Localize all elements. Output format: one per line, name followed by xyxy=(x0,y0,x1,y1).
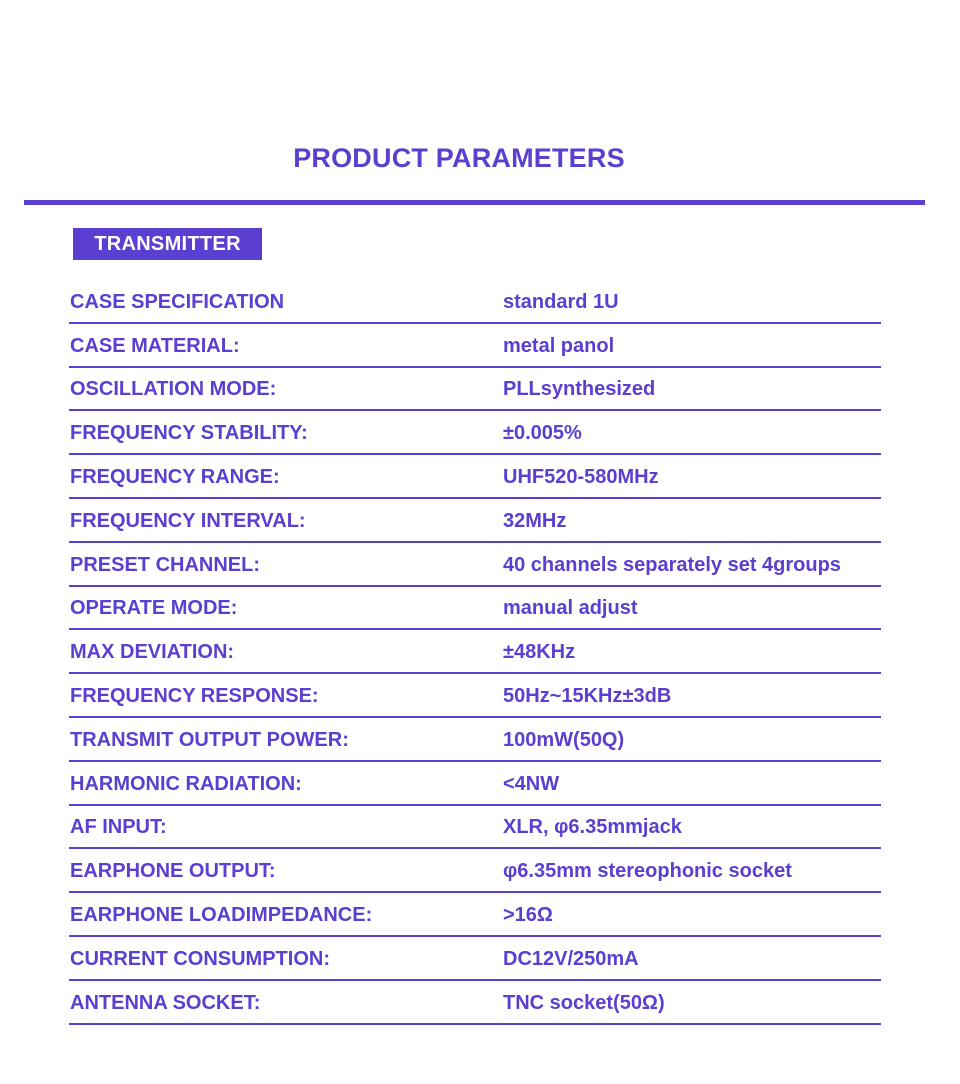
spec-label: FREQUENCY RANGE: xyxy=(70,465,280,488)
spec-row xyxy=(69,499,881,543)
spec-value: >16Ω xyxy=(503,903,553,926)
spec-label: OSCILLATION MODE: xyxy=(70,378,277,401)
spec-label: OPERATE MODE: xyxy=(70,597,238,620)
spec-value: 50Hz~15KHz±3dB xyxy=(503,684,672,707)
section-badge: TRANSMITTER xyxy=(73,228,262,260)
spec-label: TRANSMIT OUTPUT POWER: xyxy=(70,728,349,751)
spec-label: AF INPUT: xyxy=(70,816,167,839)
page-title: PRODUCT PARAMETERS xyxy=(293,143,625,173)
spec-value: metal panol xyxy=(503,334,615,357)
spec-row xyxy=(69,368,881,412)
spec-label: EARPHONE LOADIMPEDANCE: xyxy=(70,903,373,926)
spec-label: CASE SPECIFICATION xyxy=(70,290,285,313)
spec-value: ±48KHz xyxy=(503,641,576,664)
spec-value: PLLsynthesized xyxy=(503,378,656,401)
spec-label: CASE MATERIAL: xyxy=(70,334,240,357)
title-divider xyxy=(24,200,925,205)
spec-table xyxy=(69,280,881,1025)
spec-value: 40 channels separately set 4groups xyxy=(503,553,841,576)
spec-label: EARPHONE OUTPUT: xyxy=(70,860,276,883)
spec-value: φ6.35mm stereophonic socket xyxy=(503,860,792,883)
spec-row xyxy=(69,937,881,981)
spec-row xyxy=(69,718,881,762)
spec-value: DC12V/250mA xyxy=(503,947,639,970)
spec-row xyxy=(69,762,881,806)
spec-value: TNC socket(50Ω) xyxy=(503,991,665,1014)
spec-label: MAX DEVIATION: xyxy=(70,641,235,664)
spec-row xyxy=(69,280,881,324)
spec-label: FREQUENCY RESPONSE: xyxy=(70,684,319,707)
spec-row xyxy=(69,587,881,631)
spec-value: standard 1U xyxy=(503,290,619,313)
spec-value: <4NW xyxy=(503,772,560,795)
spec-row xyxy=(69,849,881,893)
spec-value: XLR, φ6.35mmjack xyxy=(503,816,682,839)
spec-label: CURRENT CONSUMPTION: xyxy=(70,947,330,970)
spec-row xyxy=(69,411,881,455)
spec-label: PRESET CHANNEL: xyxy=(70,553,261,576)
spec-value: ±0.005% xyxy=(503,422,582,445)
spec-row xyxy=(69,543,881,587)
spec-label: FREQUENCY INTERVAL: xyxy=(70,509,306,532)
spec-label: HARMONIC RADIATION: xyxy=(70,772,302,795)
spec-row xyxy=(69,893,881,937)
spec-label: ANTENNA SOCKET: xyxy=(70,991,261,1014)
spec-row xyxy=(69,455,881,499)
spec-row xyxy=(69,981,881,1025)
spec-row xyxy=(69,674,881,718)
spec-label: FREQUENCY STABILITY: xyxy=(70,422,308,445)
spec-row xyxy=(69,324,881,368)
spec-row xyxy=(69,630,881,674)
spec-value: 32MHz xyxy=(503,509,567,532)
spec-row xyxy=(69,806,881,850)
spec-value: UHF520-580MHz xyxy=(503,465,659,488)
spec-value: manual adjust xyxy=(503,597,638,620)
spec-value: 100mW(50Q) xyxy=(503,728,625,751)
